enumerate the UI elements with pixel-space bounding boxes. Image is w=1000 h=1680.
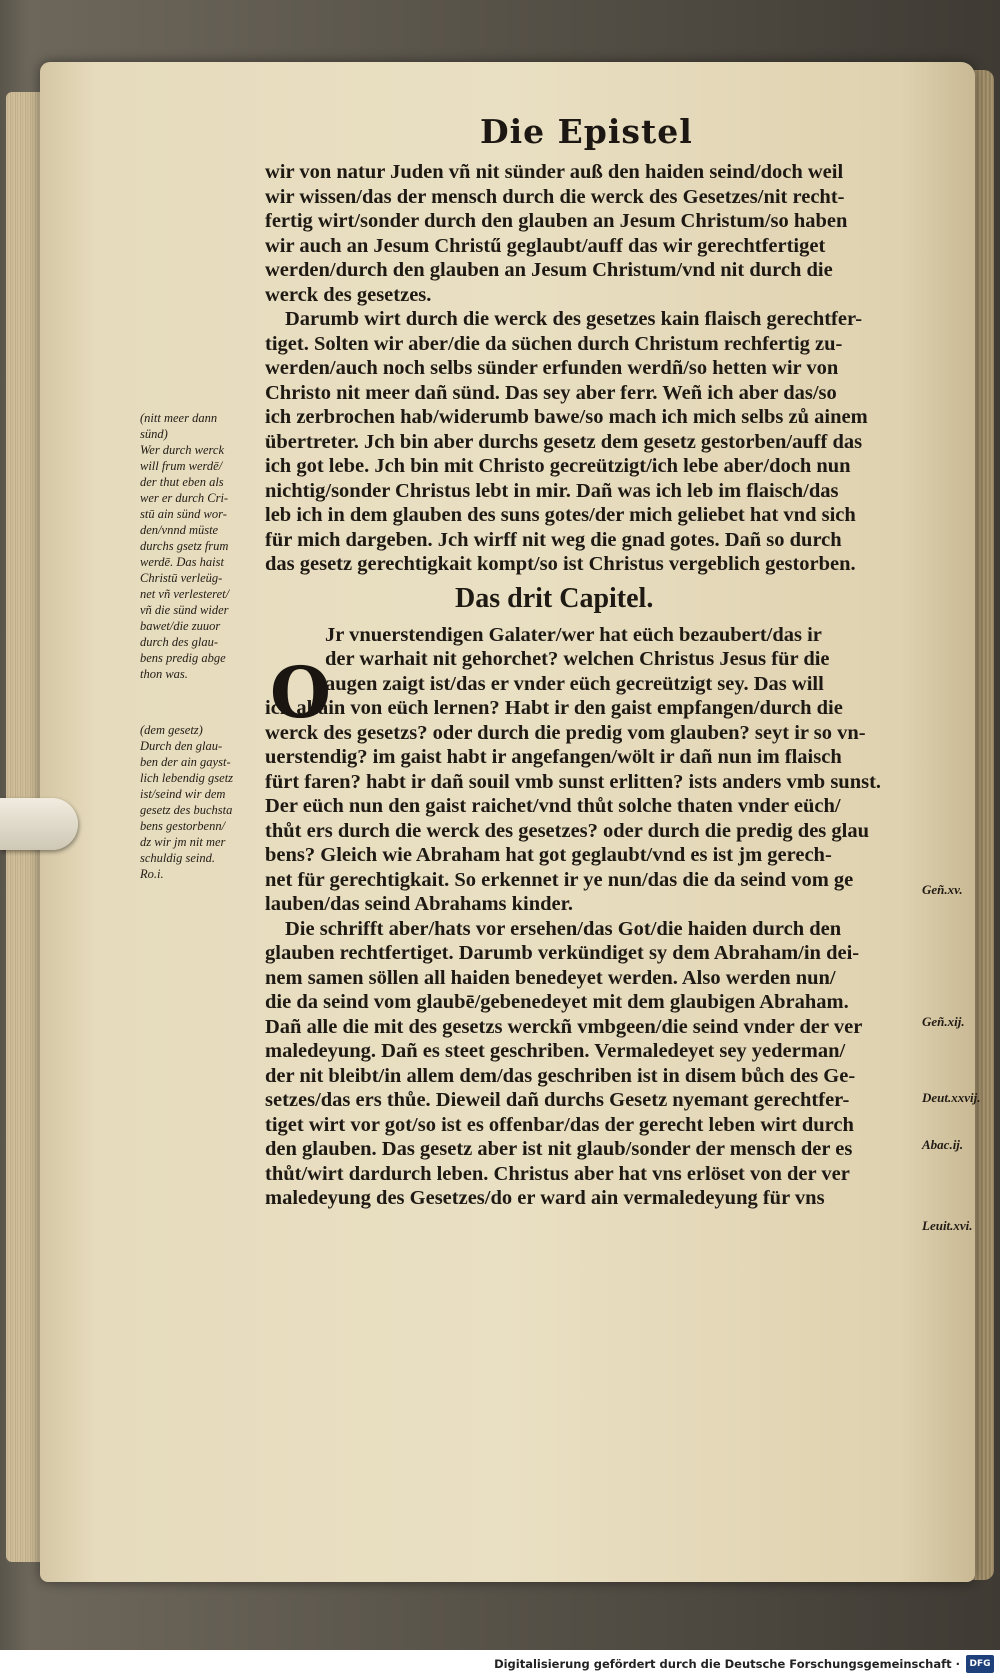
text-line: werck des gesetzes. (265, 283, 432, 306)
gloss-line: net vñ verlesteret/ (140, 587, 230, 601)
text-line: tiget wirt vor got/so ist es offenbar/das der gerecht leben wirt durch (265, 1113, 854, 1136)
text-line: net für gerechtigkait. So erkennet ir ye nun/das die da seind vom ge (265, 868, 854, 891)
gloss-line: bawet/die zuuor (140, 619, 221, 633)
gloss-line: wer er durch Cri- (140, 491, 229, 505)
text-line: Die schrifft aber/hats vor ersehen/das Got/die haiden durch den (285, 917, 842, 940)
text-line: für mich dargeben. Jch wirff nit weg die gnad gotes. Dañ so durch (265, 528, 842, 551)
text-line: wir von natur Juden vñ nit sünder auß den haiden seind/doch weil (265, 161, 844, 183)
gloss-line: durch des glau- (140, 635, 218, 649)
margin-reference-abac-2: Abac.ij. (922, 1137, 964, 1152)
text-line: Jr vnuerstendigen Galater/wer hat eüch bezaubert/das ir (325, 623, 822, 646)
gloss-line: schuldig seind. (140, 851, 215, 865)
marginal-gloss-1 (140, 410, 268, 682)
gloss-line: den/vnnd müste (140, 523, 219, 537)
text-line: Christo nit meer dañ sünd. Das sey aber ferr. Weñ ich aber das/so (265, 381, 837, 404)
gloss-line: (dem gesetz) (140, 723, 203, 737)
text-line: thůt ers durch die werck des gesetzes? oder durch die predig des glau (265, 819, 869, 842)
gloss-line: ist/seind wir dem (140, 787, 226, 801)
text-line: fertig wirt/sonder durch den glauben an Jesum Christum/so haben (265, 210, 848, 232)
gloss-line: Durch den glau- (140, 739, 223, 753)
right-page-edge (972, 70, 994, 1580)
margin-reference-deut-27: Deut.xxvij. (922, 1090, 981, 1105)
gloss-line: bens predig abge (140, 651, 226, 665)
text-line: Darumb wirt durch die werck des gesetzes kain flaisch gerechtfer- (285, 308, 863, 330)
text-line: nichtig/sonder Christus lebt in mir. Dañ was ich leb im flaisch/das (265, 479, 839, 502)
body-paragraphs-top (265, 160, 915, 577)
gloss-line: stū ain sünd wor- (140, 507, 227, 521)
text-line: thůt/wirt dardurch leben. Christus aber hat vns erlöset von der ver (265, 1162, 850, 1185)
text-line: ich got lebe. Jch bin mit Christo gecreützigt/ich lebe aber/doch nun (265, 455, 851, 477)
gloss-line: sünd) (140, 427, 168, 441)
running-head: Die Epistel (480, 112, 693, 151)
gloss-line: ben der ain gayst- (140, 755, 231, 769)
text-line: der warhait nit gehorchet? welchen Christus Jesus für die (325, 648, 830, 670)
text-line: fürt faren? habt ir dañ souil vmb sunst erlitten? ists anders vmb sunst. (265, 770, 882, 793)
dfg-logo: DFG (966, 1655, 994, 1673)
chapter-heading: Das drit Capitel. (455, 582, 654, 614)
text-line: glauben rechtfertiget. Darumb verkündiget sy dem Abraham/in dei- (265, 942, 860, 964)
text-line: werck des gesetzs? oder durch die predig vom glauben? seyt ir so vn- (265, 721, 866, 744)
text-line: tiget. Solten wir aber/die da süchen durch Christum rechfertig zu- (265, 332, 843, 355)
gloss-line: Wer durch werck (140, 443, 225, 457)
gloss-line: vñ die sünd wider (140, 603, 229, 617)
text-line: lauben/das seind Abrahams kinder. (265, 893, 573, 915)
funding-credit: Digitalisierung gefördert durch die Deutsche Forschungsgemeinschaft · (494, 1657, 960, 1671)
gloss-line: bens gestorbenn/ (140, 819, 226, 833)
text-line: wir auch an Jesum Christű geglaubt/auff das wir gerechtfertiget (265, 234, 826, 257)
gloss-line: Christū verleüg- (140, 571, 223, 585)
text-line: wir wissen/das der mensch durch die werck des Gesetzes/nit recht- (265, 185, 845, 208)
text-line: übertreter. Jch bin aber durchs gesetz dem gesetz gestorben/auff das (265, 430, 863, 453)
text-line: maledeyung des Gesetzes/do er ward ain vermaledeyung für vns (265, 1187, 825, 1209)
text-line: der nit bleibt/in allem dem/das geschriben ist in disem bůch des Ge- (265, 1064, 856, 1087)
text-line: augen zaigt ist/das er vnder eüch gecreützigt sey. Das will (325, 672, 824, 695)
margin-reference-gen-15: Geñ.xv. (922, 882, 963, 897)
body-text (265, 160, 915, 1211)
text-line: das gesetz gerechtigkait kompt/so ist Christus vergeblich gestorben. (265, 553, 856, 575)
gloss-line: thon was. (140, 667, 188, 681)
text-line: ich zerbrochen hab/widerumb bawe/so mach ich mich selbs zů ainem (265, 406, 868, 428)
text-line: nem samen söllen all haiden benedeyet werden. Also werden nun/ (265, 966, 836, 989)
text-line: werden/auch noch selbs sünder erfunden werdñ/so hetten wir von (265, 357, 839, 379)
initial-letter: O (270, 651, 331, 734)
margin-reference-gen-12: Geñ.xij. (922, 1014, 965, 1029)
text-line: maledeyung. Dañ es steet geschriben. Vermaledeyet sey yederman/ (265, 1040, 846, 1062)
gloss-line: durchs gsetz frum (140, 539, 229, 553)
text-line: den glauben. Das gesetz aber ist nit glaub/sonder der mensch der es (265, 1138, 853, 1160)
text-line: leb ich in dem glauben des suns gotes/der mich geliebet hat vnd sich (265, 504, 856, 526)
gloss-line: Ro.i. (140, 867, 164, 881)
text-line: uerstendig? im gaist habt ir angefangen/wölt ir dañ nun im flaisch (265, 746, 842, 768)
text-line: Der eüch nun den gaist raichet/vnd thůt solche thaten vnder eüch/ (265, 795, 841, 817)
gloss-line: der thut eben als (140, 475, 224, 489)
gloss-line: werdē. Das haist (140, 555, 224, 569)
text-line: werden/durch den glauben an Jesum Christum/vnd nit durch die (265, 259, 833, 281)
marginal-gloss-2 (140, 722, 268, 882)
text-line: ich allain von eüch lernen? Habt ir den gaist empfangen/durch die (265, 697, 843, 719)
margin-reference-levit-16: Leuit.xvi. (922, 1218, 973, 1233)
text-line: bens? Gleich wie Abraham hat got geglaubt/vnd es ist jm gerech- (265, 844, 832, 866)
gloss-line: (nitt meer dann (140, 411, 218, 425)
footer-bar (0, 1650, 1000, 1680)
text-line: die da seind vom glaubē/gebenedeyet mit dem glaubigen Abraham. (265, 991, 849, 1013)
text-line: Dañ alle die mit des gesetzs werckñ vmbgeen/die seind vnder der ver (265, 1015, 863, 1038)
body-paragraphs-chapter (265, 623, 915, 1211)
gloss-line: gesetz des buchsta (140, 803, 233, 817)
bookmark-tab (0, 798, 78, 850)
gloss-line: lich lebendig gsetz (140, 771, 234, 785)
gloss-line: will frum werdē/ (140, 459, 223, 473)
text-line: setzes/das ers thůe. Dieweil dañ durchs Gesetz nyemant gerechtfer- (265, 1089, 850, 1111)
gloss-line: dz wir jm nit mer (140, 835, 226, 849)
